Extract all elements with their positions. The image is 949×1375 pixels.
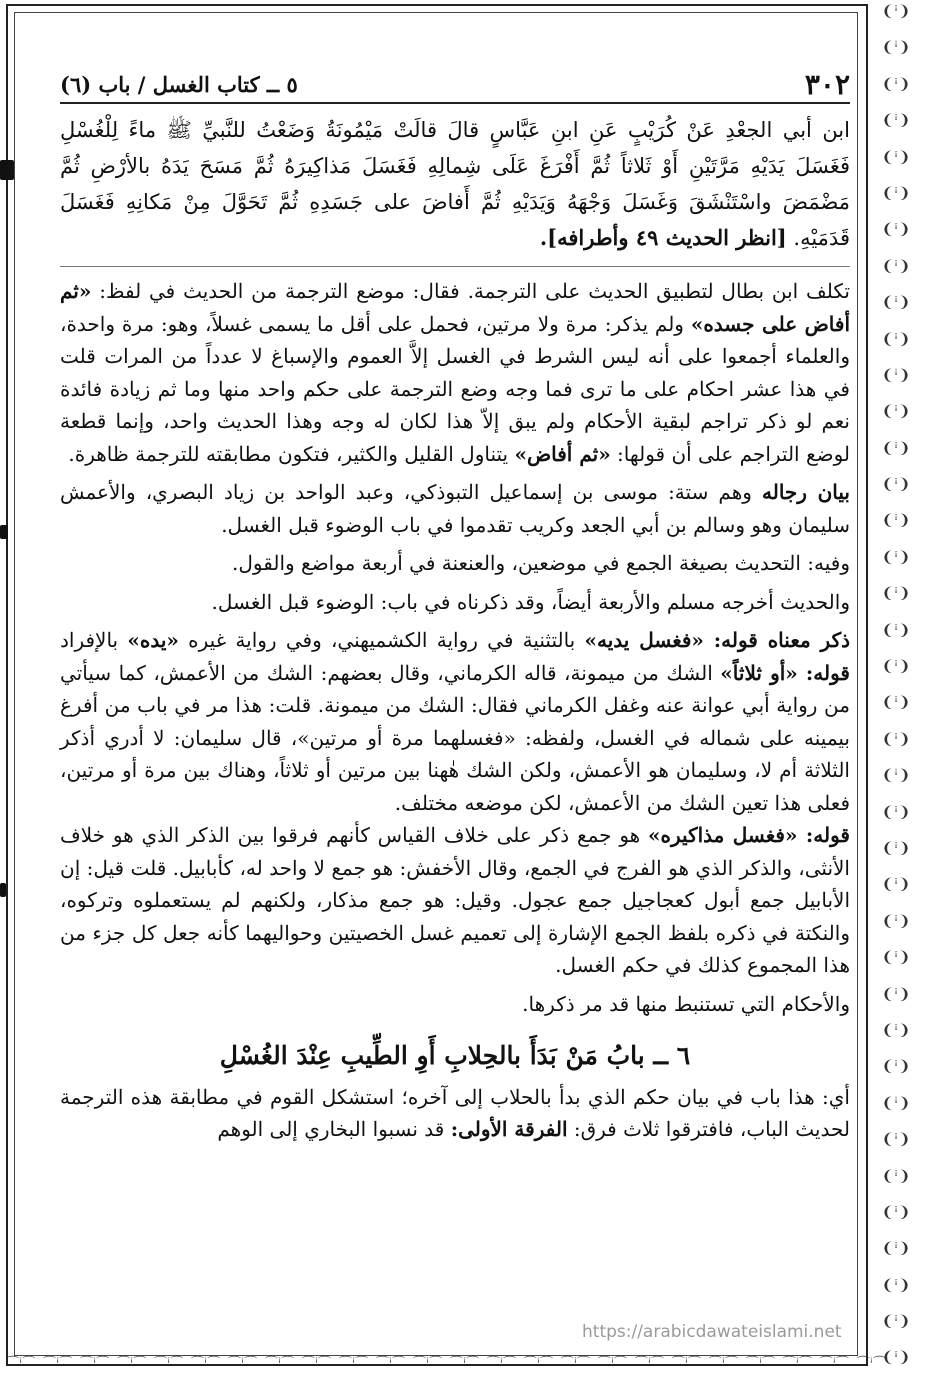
border-ornament: ❨ꜞ❩ bbox=[881, 948, 911, 967]
cross-reference: [انظر الحديث ٤٩ وأطرافه]. bbox=[539, 225, 787, 250]
border-ornament: ❨ꜞ❩ bbox=[881, 984, 911, 1003]
page-body bbox=[60, 112, 850, 1152]
border-ornament: ⌒ꜞ⌒ bbox=[301, 1355, 332, 1371]
border-ornament: ⌒ꜞ⌒ bbox=[79, 1355, 110, 1371]
border-ornament: ⌒ꜞ⌒ bbox=[671, 1355, 702, 1371]
border-ornament: ❨ꜞ❩ bbox=[881, 657, 911, 676]
commentary-paragraph: وفيه: التحديث بصيغة الجمع في موضعين، والعنعنة في أربعة مواضع والقول. bbox=[232, 551, 850, 575]
commentary-paragraph: والحديث أخرجه مسلم والأربعة أيضاً، وقد ذكرناه في باب: الوضوء قبل الغسل. bbox=[211, 589, 850, 614]
border-ornament: ⌒ꜞ⌒ bbox=[523, 1355, 554, 1371]
border-ornament: ❨ꜞ❩ bbox=[881, 74, 911, 93]
border-ornament: ⌒ꜞ⌒ bbox=[264, 1355, 295, 1371]
hadith-matn: ابن أبي الجعْدِ عَنْ كُرَيْبٍ عَنِ ابنِ عَبَّاسٍ قالَ قالَتْ مَيْمُونَةُ وَضَعْتُ للنَّبيِّ ﷺ ماءً لِلْغُسْلِ فَغَسَلَ يَدَيْهِ مَرَّتَيْنِ أَوْ ثَلاثاً ثُمَّ أَفْرَغَ عَلَى شِمالِهِ فَغَسَلَ مَذاكِيرَهُ ثُمَّ مَسَحَ يَدَهُ بالأرْضِ ثُمَّ مَضْمَضَ واسْتَنْشَقَ وَغَسَلَ وَجْهَهُ وَيَدَيْهِ ثُمَّ أَفاضَ على جَسَدِهِ ثُمَّ تَحَوَّلَ مِنْ مَكانِهِ فَغَسَلَ قَدَمَيْهِ. bbox=[60, 118, 850, 250]
border-ornament: ⌒ꜞ⌒ bbox=[153, 1355, 184, 1371]
scan-mark bbox=[0, 160, 14, 180]
running-head: ٥ ــ كتاب الغسل / باب (٦) bbox=[60, 71, 298, 97]
border-ornament: ⌒ꜞ⌒ bbox=[375, 1355, 406, 1371]
border-ornament: ⌒ꜞ⌒ bbox=[486, 1355, 517, 1371]
border-ornament: ❨ꜞ❩ bbox=[881, 802, 911, 821]
text-span: هو جمع ذكر على خلاف القياس كأنهم فرقوا بين الذكر الذي هو خلاف الأنثى، والذكر الذي هو الفرج في الجمع، وقال الأخفش: هو جمع لا واحد له، كأبابيل. قلت قيل: إن الأبابيل جمع أبول كعجاجيل جمع عجول. وقيل: هو جمع مذكار، ولكنهم لم يستعملوه وتركوه، والنكتة في ذكره بلفظ الجمع الإشارة إلى تعميم غسل الخصيتين وحواليهما كأنه جعل كل جزء من هذا المجموع كذلك في حكم الغسل. bbox=[60, 823, 850, 977]
border-ornament: ❨ꜞ❩ bbox=[881, 147, 911, 166]
border-ornament: ⌒ꜞ⌒ bbox=[634, 1355, 665, 1371]
section-heading: الفرقة الأولى: bbox=[450, 1117, 568, 1141]
decorative-border-bottom bbox=[6, 1352, 886, 1370]
quoted-phrase: «يده» bbox=[127, 628, 179, 652]
text-span: قد نسبوا البخاري إلى الوهم bbox=[217, 1117, 451, 1141]
border-ornament: ⌒ꜞ⌒ bbox=[819, 1355, 849, 1371]
border-ornament: ❨ꜞ❩ bbox=[881, 111, 911, 130]
quoted-phrase: قوله: «فغسل مذاكيره» bbox=[648, 823, 850, 847]
page-header bbox=[60, 66, 850, 104]
text-span: الشك من ميمونة، قاله الكرماني، وقال بعضهم: الشك من الأعمش، كما سيأتي من رواية أبي عوانة عنه وغفل الكرماني فقال: الشك من ميمونة. قلت: هذا مر في باب من أفرغ بيمينه على شماله في الغسل، ولفظه: «فغسلهما مرة أو مرتين»، قال سليمان: لا أدري أذكر الثلاثة أم لا، وسليمان هو الأعمش، ولكن الشك هٰهنا بين مرتين أو ثلاثاً، وهناك بين مرة أو مرتين، فعلى هذا تعين الشك من الأعمش، لكن موضعه مختلف. bbox=[60, 660, 850, 815]
border-ornament: ❨ꜞ❩ bbox=[881, 1348, 911, 1367]
border-ornament: ⌒ꜞ⌒ bbox=[708, 1355, 738, 1371]
hadith-separator bbox=[60, 266, 850, 267]
quoted-phrase: «فغسل يديه» bbox=[584, 628, 704, 652]
border-ornament: ❨ꜞ❩ bbox=[881, 220, 911, 239]
border-ornament: ⌒ꜞ⌒ bbox=[116, 1355, 147, 1371]
border-ornament: ⌒ꜞ⌒ bbox=[782, 1355, 812, 1371]
commentary-paragraph bbox=[60, 624, 850, 982]
border-ornament: ❨ꜞ❩ bbox=[881, 693, 911, 712]
border-ornament: ⌒ꜞ⌒ bbox=[412, 1355, 443, 1371]
border-ornament: ❨ꜞ❩ bbox=[881, 1020, 911, 1039]
chapter-title: ٦ ــ بابُ مَنْ بَدَأَ بالحِلابِ أَوِ الطِّيبِ عِنْدَ الغُسْلِ bbox=[219, 1041, 691, 1070]
text-span: تكلف ابن بطال لتطبيق الحديث على الترجمة. فقال: موضع الترجمة من الحديث في لفظ: bbox=[91, 279, 850, 303]
border-ornament: ❨ꜞ❩ bbox=[881, 475, 911, 494]
watermark-url: https://arabicdawateislami.net bbox=[582, 1322, 842, 1342]
chapter-intro bbox=[60, 1081, 850, 1146]
border-ornament: ❨ꜞ❩ bbox=[881, 1130, 911, 1149]
quoted-phrase: قوله: «أو ثلاثاً» bbox=[720, 660, 850, 685]
border-ornament: ❨ꜞ❩ bbox=[881, 1057, 911, 1076]
border-ornament: ❨ꜞ❩ bbox=[881, 729, 911, 748]
text-span: ولم يذكر: مرة ولا مرتين، فحمل على أقل ما يسمى غسلاً، وهو: مرة واحدة، والعلماء أجمعوا على أنه ليس الشرط في الغسل إلاَّ العموم والإسباغ لا عدداً من المرات قلت في هذا عشر احكام على ما ترى فما وجه وضع الترجمة على حكم واحد منها وما ثم زيادة فائدة نعم لو ذكر تراجم لبقية الأحكام ولم يبق إلاّ هذا لكان له وجه وهذا الحديث واحد، وإنما قطعة لوضع التراجم على أن قولها: bbox=[60, 311, 850, 466]
border-ornament: ❨ꜞ❩ bbox=[881, 293, 911, 312]
border-ornament: ⌒ꜞ⌒ bbox=[42, 1355, 73, 1371]
scan-mark bbox=[0, 883, 6, 897]
border-ornament: ❨ꜞ❩ bbox=[881, 438, 911, 457]
text-span: بالتثنية في رواية الكشميهني، وفي رواية غيره bbox=[178, 628, 585, 652]
section-heading: بيان رجاله bbox=[762, 480, 850, 504]
text-span: وهم ستة: موسى بن إسماعيل التبوذكي، وعبد الواحد بن زياد البصري، والأعمش سليمان وهو وسالم بن أبي الجعد وكريب تقدموا في باب الوضوء قبل الغسل. bbox=[60, 480, 850, 537]
border-ornament: ⌒ꜞ⌒ bbox=[6, 1355, 36, 1371]
border-ornament: ❨ꜞ❩ bbox=[881, 1202, 911, 1221]
border-ornament: ❨ꜞ❩ bbox=[881, 1093, 911, 1112]
quoted-phrase: «ثم أفاض» bbox=[514, 441, 611, 466]
text-span: يتناول القليل والكثير، فتكون مطابقته للترجمة ظاهرة. bbox=[68, 441, 515, 466]
border-ornament: ⌒ꜞ⌒ bbox=[856, 1355, 886, 1371]
border-ornament: ❨ꜞ❩ bbox=[881, 1166, 911, 1185]
border-ornament: ⌒ꜞ⌒ bbox=[227, 1355, 258, 1371]
border-ornament: ❨ꜞ❩ bbox=[881, 766, 911, 785]
scan-mark bbox=[0, 525, 8, 539]
commentary-paragraph: والأحكام التي تستنبط منها قد مر ذكرها. bbox=[522, 991, 850, 1016]
border-ornament: ⌒ꜞ⌒ bbox=[338, 1355, 369, 1371]
quoted-phrase: «ثم أفاض على جسده» bbox=[60, 279, 850, 336]
border-ornament: ❨ꜞ❩ bbox=[881, 183, 911, 202]
border-ornament: ❨ꜞ❩ bbox=[881, 1239, 911, 1258]
border-ornament: ❨ꜞ❩ bbox=[881, 365, 911, 384]
border-ornament: ❨ꜞ❩ bbox=[881, 547, 911, 566]
border-ornament: ⌒ꜞ⌒ bbox=[745, 1355, 775, 1371]
border-ornament: ❨ꜞ❩ bbox=[881, 911, 911, 930]
page-number: ٣٠٢ bbox=[804, 67, 850, 101]
border-ornament: ❨ꜞ❩ bbox=[881, 38, 911, 57]
border-ornament: ❨ꜞ❩ bbox=[881, 620, 911, 639]
text-span: بالإفراد bbox=[60, 628, 128, 652]
border-ornament: ❨ꜞ❩ bbox=[881, 329, 911, 348]
border-ornament: ⌒ꜞ⌒ bbox=[597, 1355, 628, 1371]
border-ornament: ❨ꜞ❩ bbox=[881, 511, 911, 530]
section-heading: ذكر معناه قوله: bbox=[703, 628, 850, 652]
border-ornament: ❨ꜞ❩ bbox=[881, 838, 911, 857]
text-span: أي: هذا باب في بيان حكم الذي بدأ بالحلاب إلى آخره؛ استشكل القوم في مطابقة هذه الترجمة لحديث الباب، فافترقوا ثلاث فرق: bbox=[60, 1084, 850, 1141]
commentary-paragraph bbox=[60, 476, 850, 541]
border-ornament: ❨ꜞ❩ bbox=[881, 1312, 911, 1331]
commentary-paragraph bbox=[60, 275, 850, 470]
border-ornament: ❨ꜞ❩ bbox=[881, 584, 911, 603]
hadith-text bbox=[60, 112, 850, 256]
border-ornament: ❨ꜞ❩ bbox=[881, 2, 911, 20]
border-ornament: ❨ꜞ❩ bbox=[881, 402, 911, 421]
border-ornament: ❨ꜞ❩ bbox=[881, 875, 911, 894]
border-ornament: ⌒ꜞ⌒ bbox=[449, 1355, 480, 1371]
border-ornament: ❨ꜞ❩ bbox=[881, 1275, 911, 1294]
decorative-border-right bbox=[866, 4, 926, 1366]
border-ornament: ⌒ꜞ⌒ bbox=[560, 1355, 591, 1371]
border-ornament: ⌒ꜞ⌒ bbox=[190, 1355, 221, 1371]
border-ornament: ❨ꜞ❩ bbox=[881, 256, 911, 275]
